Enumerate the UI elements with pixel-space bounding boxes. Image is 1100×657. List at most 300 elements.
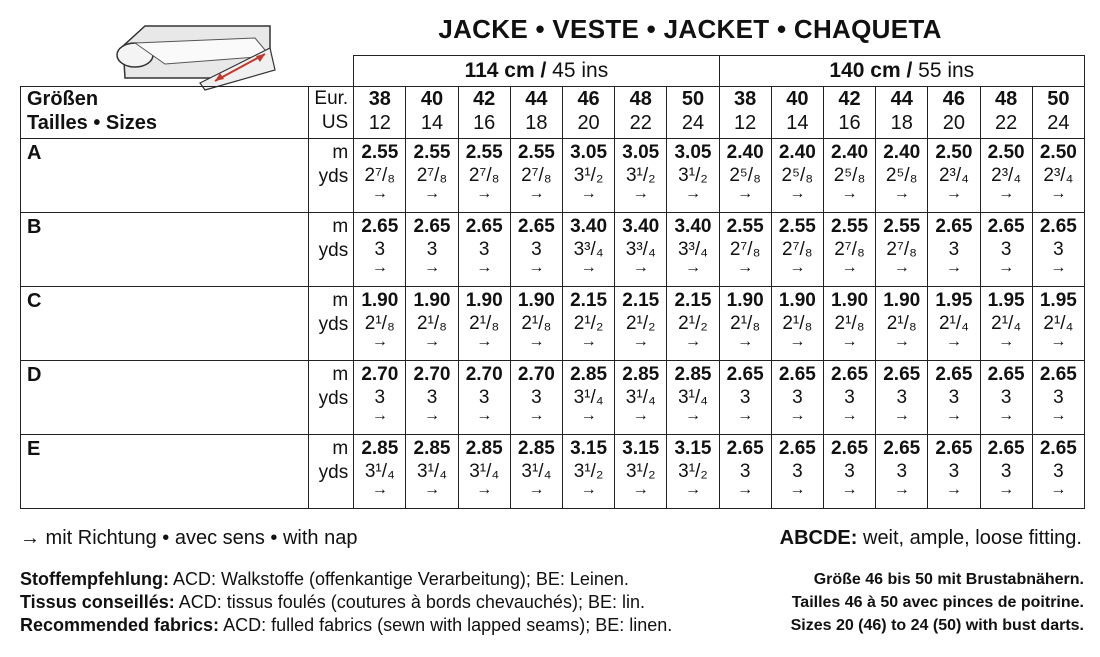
meters-value: 2.70 <box>361 364 399 385</box>
nap-arrow-icon: → <box>528 185 545 202</box>
yardage-cell <box>823 213 875 287</box>
meters-value: 1.95 <box>935 290 973 311</box>
size-header-cell <box>354 87 406 139</box>
yardage-cell <box>928 287 980 361</box>
meters-value: 2.55 <box>778 216 816 237</box>
view-label: A <box>21 139 309 213</box>
yards-value: 2¹/₈ <box>782 313 813 334</box>
nap-arrow-icon: → <box>528 481 545 498</box>
yards-value: 3 <box>739 387 751 408</box>
meters-value: 2.50 <box>1039 142 1077 163</box>
meters-value: 2.55 <box>831 216 869 237</box>
meters-value: 2.65 <box>726 438 764 459</box>
nap-arrow-icon: → <box>632 407 649 424</box>
yards-value: 3¹/₄ <box>417 461 447 482</box>
yards-value: 3 <box>844 461 855 482</box>
meters-value: 2.65 <box>883 364 921 385</box>
yards-value: 2¹/₈ <box>521 313 552 334</box>
meters-value: 2.55 <box>726 216 764 237</box>
yards-value: 3 <box>426 387 438 408</box>
meters-value: 2.65 <box>987 216 1025 237</box>
yards-value: 3³/₄ <box>573 239 604 260</box>
fabric-line-en: Recommended fabrics: ACD: fulled fabrics (sewn with lapped seams); BE: linen. <box>20 615 673 635</box>
nap-arrow-icon: → <box>632 259 649 276</box>
unit-labels <box>309 287 354 361</box>
yards-value: 2¹/₄ <box>1043 313 1074 334</box>
yardage-cell <box>876 435 928 509</box>
size-us: 20 <box>577 112 600 134</box>
yardage-cell <box>980 213 1032 287</box>
yards-value: 2¹/₈ <box>364 313 395 334</box>
yardage-cell <box>354 435 406 509</box>
yards-value: 3¹/₄ <box>625 387 656 408</box>
size-us: 12 <box>368 112 391 134</box>
size-eur: 44 <box>890 88 913 110</box>
yards-value: 3 <box>1053 239 1064 260</box>
unit-labels <box>309 213 354 287</box>
yardage-cell <box>823 287 875 361</box>
meters-value: 2.65 <box>831 364 869 385</box>
nap-arrow-icon: → <box>893 481 910 498</box>
yardage-cell <box>667 139 719 213</box>
meters-value: 2.55 <box>517 142 555 163</box>
yardage-cell <box>354 361 406 435</box>
view-row <box>21 435 1085 509</box>
size-header-cell <box>876 87 928 139</box>
nap-arrow-icon: → <box>684 407 701 424</box>
yards-value: 3 <box>792 461 803 482</box>
yardage-cell <box>667 287 719 361</box>
meters-value: 2.65 <box>1039 364 1077 385</box>
meters-value: 2.15 <box>622 290 660 311</box>
meters-value: 2.65 <box>935 364 973 385</box>
yards-value: 3¹/₂ <box>573 461 604 482</box>
nap-arrow-icon: → <box>841 259 858 276</box>
yards-value: 3 <box>1053 461 1064 482</box>
nap-arrow-icon: → <box>424 481 440 498</box>
yards-value: 3¹/₂ <box>678 461 708 482</box>
yards-value: 2⁵/₈ <box>885 165 918 186</box>
nap-arrow-icon: → <box>371 407 388 424</box>
yards-value: 3 <box>948 239 960 260</box>
size-header-cell <box>1032 87 1084 139</box>
fit-note: ABCDE: weit, ample, loose fitting. <box>779 527 1082 549</box>
size-us: 16 <box>473 112 496 134</box>
yards-value: 3¹/₂ <box>625 461 656 482</box>
nap-arrow-icon: → <box>945 185 962 202</box>
nap-arrow-icon: → <box>841 481 858 498</box>
yards-value: 3 <box>792 387 803 408</box>
view-label: E <box>21 435 309 509</box>
nap-arrow-icon: → <box>684 259 701 276</box>
yards-value: 3¹/₂ <box>573 165 604 186</box>
view-row <box>21 361 1085 435</box>
nap-arrow-icon: → <box>789 333 806 350</box>
meters-value: 2.85 <box>413 438 451 459</box>
yardage-cell <box>354 287 406 361</box>
width-114-header: 114 cm / 45 ins <box>354 56 719 87</box>
nap-arrow-icon: → <box>737 481 754 498</box>
nap-arrow-icon: → <box>424 259 440 276</box>
meters-value: 3.40 <box>674 216 712 237</box>
size-header-cell <box>719 87 771 139</box>
yardage-cell <box>719 361 771 435</box>
yards-value: 2⁷/₈ <box>416 165 448 186</box>
yards-value: 3 <box>948 461 960 482</box>
yards-value: 2⁵/₈ <box>781 165 814 186</box>
meters-value: 2.70 <box>517 364 555 385</box>
yardage-cell <box>928 213 980 287</box>
size-header-cell <box>928 87 980 139</box>
yardage-cell <box>458 213 510 287</box>
yards-value: 3 <box>1000 461 1012 482</box>
nap-arrow-icon: → <box>476 407 493 424</box>
meters-value: 2.65 <box>987 438 1025 459</box>
nap-arrow-icon: → <box>632 481 649 498</box>
yardage-cell <box>406 213 458 287</box>
yardage-cell <box>615 435 667 509</box>
nap-arrow-icon: → <box>998 407 1015 424</box>
yards-value: 2⁷/₈ <box>886 239 918 260</box>
nap-arrow-icon: → <box>945 333 962 350</box>
yardage-cell <box>980 287 1032 361</box>
view-label: B <box>21 213 309 287</box>
meters-value: 3.40 <box>570 216 608 237</box>
meters-value: 2.65 <box>883 438 921 459</box>
yardage-cell <box>406 287 458 361</box>
yards-value: 2³/₄ <box>1043 165 1074 186</box>
nap-arrow-icon: → <box>528 259 545 276</box>
size-us: 18 <box>890 112 913 134</box>
nap-arrow-icon: → <box>737 333 754 350</box>
nap-arrow-icon: → <box>684 333 701 350</box>
view-row <box>21 139 1085 213</box>
size-header-cell <box>823 87 875 139</box>
meters-value: 3.05 <box>674 142 712 163</box>
meters-value: 1.90 <box>465 290 503 311</box>
meters-value: 2.55 <box>465 142 503 163</box>
yards-value: 3³/₄ <box>625 239 656 260</box>
nap-arrow-icon: → <box>528 333 545 350</box>
meters-value: 1.90 <box>517 290 555 311</box>
size-us: 16 <box>838 112 861 134</box>
meters-value: 2.65 <box>413 216 451 237</box>
meters-value: 2.65 <box>1039 438 1077 459</box>
nap-legend: → mit Richtung • avec sens • with nap <box>20 527 358 549</box>
meters-value: 1.90 <box>883 290 921 311</box>
size-us: 14 <box>420 112 444 134</box>
size-header-cell <box>980 87 1032 139</box>
yards-value: 2¹/₂ <box>625 313 656 334</box>
yards-value: 2⁷/₈ <box>782 239 813 260</box>
size-header-cell <box>562 87 614 139</box>
fabric-recommendations <box>20 568 672 637</box>
meters-value: 2.40 <box>778 142 816 163</box>
meters-value: 2.50 <box>935 142 973 163</box>
size-us: 22 <box>994 112 1018 134</box>
nap-arrow-icon: → <box>632 185 649 202</box>
nap-arrow-icon: → <box>424 333 440 350</box>
meters-value: 3.05 <box>622 142 660 163</box>
nap-arrow-icon: → <box>841 333 858 350</box>
unit-m: m <box>332 142 349 163</box>
meters-value: 2.65 <box>517 216 555 237</box>
yards-value: 3 <box>844 387 855 408</box>
meters-value: 1.90 <box>361 290 399 311</box>
nap-arrow-icon: → <box>476 481 493 498</box>
nap-arrow-icon: → <box>945 407 962 424</box>
yardage-cell <box>406 361 458 435</box>
unit-labels <box>309 435 354 509</box>
yardage-cell <box>458 139 510 213</box>
yardage-cell <box>719 435 771 509</box>
yardage-cell <box>562 139 614 213</box>
nap-arrow-icon: → <box>580 185 597 202</box>
yardage-cell <box>719 139 771 213</box>
size-header-cell <box>406 87 458 139</box>
yardage-cell <box>510 213 562 287</box>
nap-arrow-icon: → <box>1050 259 1067 276</box>
size-header-cell <box>771 87 823 139</box>
fabric-line-fr: Tissus conseillés: ACD: tissus foulés (coutures à bords chevauchés); BE: lin. <box>20 592 645 612</box>
view-row <box>21 213 1085 287</box>
nap-arrow-icon: → <box>424 407 440 424</box>
yardage-cell <box>771 287 823 361</box>
size-us: 18 <box>525 112 548 134</box>
nap-arrow-icon: → <box>945 481 962 498</box>
meters-value: 2.55 <box>361 142 399 163</box>
meters-value: 2.50 <box>987 142 1025 163</box>
meters-value: 2.85 <box>570 364 608 385</box>
eur-us-label: Eur. US <box>309 87 354 139</box>
nap-arrow-icon: → <box>632 333 649 350</box>
width-140-header: 140 cm / 55 ins <box>719 56 1084 87</box>
yards-value: 2⁷/₈ <box>364 165 396 186</box>
yards-value: 3¹/₂ <box>625 165 656 186</box>
nap-arrow-icon: → <box>684 481 701 498</box>
yards-value: 2⁵/₈ <box>833 165 866 186</box>
size-eur: 40 <box>786 88 809 110</box>
meters-value: 2.65 <box>778 364 816 385</box>
yards-value: 2⁷/₈ <box>468 165 500 186</box>
nap-arrow-icon: → <box>1050 185 1067 202</box>
yards-value: 2¹/₄ <box>938 313 969 334</box>
nap-arrow-icon: → <box>998 481 1015 498</box>
nap-arrow-icon: → <box>789 481 806 498</box>
yardage-cell <box>615 287 667 361</box>
yardage-cell <box>406 139 458 213</box>
yardage-cell <box>1032 287 1084 361</box>
meters-value: 2.65 <box>726 364 764 385</box>
nap-arrow-icon: → <box>998 259 1015 276</box>
yards-value: 2¹/₂ <box>573 313 604 334</box>
nap-arrow-icon: → <box>476 259 493 276</box>
meters-value: 1.90 <box>726 290 764 311</box>
unit-yds: yds <box>318 166 349 187</box>
yardage-cell <box>458 435 510 509</box>
yardage-cell <box>510 139 562 213</box>
nap-arrow-icon: → <box>476 185 493 202</box>
nap-arrow-icon: → <box>841 185 858 202</box>
meters-value: 2.85 <box>674 364 712 385</box>
yardage-cell <box>876 287 928 361</box>
yardage-cell <box>510 287 562 361</box>
size-us: 20 <box>942 112 966 134</box>
size-us: 14 <box>786 112 809 134</box>
yards-value: 3 <box>896 387 908 408</box>
meters-value: 3.40 <box>622 216 660 237</box>
unit-m: m <box>332 438 349 459</box>
yardage-cell <box>876 139 928 213</box>
yardage-cell <box>667 213 719 287</box>
size-header-cell <box>667 87 719 139</box>
yards-value: 2⁷/₈ <box>729 239 761 260</box>
size-us: 12 <box>734 112 757 134</box>
yardage-cell <box>1032 361 1084 435</box>
nap-arrow-icon: → <box>371 259 388 276</box>
yardage-cell <box>562 435 614 509</box>
size-eur: 44 <box>525 88 548 110</box>
meters-value: 2.85 <box>517 438 555 459</box>
nap-arrow-icon: → <box>476 333 493 350</box>
yardage-cell <box>771 139 823 213</box>
yards-value: 3¹/₂ <box>678 165 708 186</box>
nap-arrow-icon: → <box>737 259 754 276</box>
yardage-cell <box>458 361 510 435</box>
size-header-cell <box>458 87 510 139</box>
yards-value: 3 <box>478 239 490 260</box>
yards-value: 3 <box>1000 387 1012 408</box>
meters-value: 2.55 <box>413 142 451 163</box>
nap-arrow-icon: → <box>371 185 388 202</box>
yards-value: 3 <box>896 461 908 482</box>
meters-value: 3.15 <box>622 438 660 459</box>
unit-yds: yds <box>318 462 349 483</box>
size-eur: 38 <box>368 88 391 110</box>
meters-value: 1.90 <box>831 290 869 311</box>
size-us: 22 <box>629 112 652 134</box>
nap-arrow-icon: → <box>580 407 597 424</box>
unit-m: m <box>332 364 349 385</box>
yardage-cell <box>823 361 875 435</box>
unit-yds: yds <box>318 388 349 409</box>
yards-value: 3¹/₄ <box>469 461 500 482</box>
yards-value: 3¹/₄ <box>364 461 395 482</box>
size-eur: 50 <box>681 88 705 110</box>
meters-value: 2.40 <box>883 142 921 163</box>
page-title: JACKE • VESTE • JACKET • CHAQUETA <box>438 14 942 44</box>
yardage-cell <box>615 139 667 213</box>
yards-value: 2¹/₈ <box>730 313 761 334</box>
meters-value: 2.65 <box>1039 216 1077 237</box>
unit-m: m <box>332 216 349 237</box>
meters-value: 2.65 <box>935 216 973 237</box>
yardage-cell <box>980 139 1032 213</box>
yardage-cell <box>823 435 875 509</box>
yards-value: 3 <box>374 239 386 260</box>
unit-m: m <box>332 290 349 311</box>
yardage-cell <box>928 361 980 435</box>
size-header-cell <box>615 87 667 139</box>
nap-arrow-icon: → <box>893 333 910 350</box>
size-eur: 38 <box>734 88 757 110</box>
yards-value: 3¹/₄ <box>521 461 552 482</box>
meters-value: 2.15 <box>674 290 712 311</box>
nap-arrow-icon: → <box>893 185 910 202</box>
nap-arrow-icon: → <box>371 333 388 350</box>
yardage-cell <box>510 361 562 435</box>
yards-value: 3 <box>1053 387 1064 408</box>
unit-yds: yds <box>318 314 349 335</box>
yards-value: 3¹/₄ <box>573 387 604 408</box>
nap-arrow-icon: → <box>371 481 388 498</box>
meters-value: 2.85 <box>361 438 399 459</box>
meters-value: 3.05 <box>570 142 608 163</box>
yardage-table <box>20 55 1085 509</box>
yardage-cell <box>615 361 667 435</box>
yardage-cell <box>719 287 771 361</box>
yards-value: 2¹/₈ <box>886 313 917 334</box>
nap-arrow-icon: → <box>893 407 910 424</box>
yards-value: 3 <box>531 387 542 408</box>
size-eur: 46 <box>942 88 966 110</box>
yards-value: 2¹/₈ <box>834 313 865 334</box>
yardage-cell <box>876 213 928 287</box>
size-eur: 48 <box>994 88 1018 110</box>
nap-arrow-icon: → <box>424 185 440 202</box>
yardage-cell <box>667 435 719 509</box>
yardage-cell <box>667 361 719 435</box>
nap-arrow-icon: → <box>789 407 806 424</box>
sizes-label: Größen Tailles • Sizes <box>21 87 309 139</box>
unit-yds: yds <box>318 240 349 261</box>
yards-value: 2¹/₈ <box>416 313 448 334</box>
size-eur: 50 <box>1047 88 1070 110</box>
meters-value: 2.55 <box>883 216 921 237</box>
nap-arrow-icon: → <box>998 333 1015 350</box>
size-header-cell <box>510 87 562 139</box>
nap-arrow-icon: → <box>945 259 962 276</box>
yards-value: 3 <box>426 239 438 260</box>
yardage-cell <box>928 139 980 213</box>
fabric-line-de: Stoffempfehlung: ACD: Walkstoffe (offenkantige Verarbeitung); BE: Leinen. <box>20 569 629 589</box>
size-eur: 48 <box>629 88 652 110</box>
bust-darts-note: Größe 46 bis 50 mit Brustabnähern. Tailles 46 à 50 avec pinces de poitrine. Sizes 20 (46) to 24 (50) with bust darts. <box>790 571 1084 634</box>
nap-arrow-icon: → <box>737 185 754 202</box>
yardage-cell <box>406 435 458 509</box>
yards-value: 3 <box>531 239 542 260</box>
yards-value: 2¹/₂ <box>678 313 708 334</box>
size-us: 24 <box>1047 112 1070 134</box>
yardage-cell <box>1032 213 1084 287</box>
nap-arrow-icon: → <box>580 333 597 350</box>
yardage-cell <box>823 139 875 213</box>
yards-value: 3 <box>1000 239 1012 260</box>
nap-arrow-icon: → <box>580 481 597 498</box>
yardage-cell <box>771 435 823 509</box>
yards-value: 3 <box>374 387 386 408</box>
yardage-cell <box>771 213 823 287</box>
view-label: C <box>21 287 309 361</box>
yards-value: 2¹/₈ <box>469 313 500 334</box>
nap-arrow-icon: → <box>893 259 910 276</box>
yardage-cell <box>771 361 823 435</box>
yardage-cell <box>928 435 980 509</box>
meters-value: 2.15 <box>570 290 608 311</box>
yards-value: 2⁷/₈ <box>834 239 865 260</box>
yardage-cell <box>615 213 667 287</box>
size-eur: 42 <box>838 88 861 110</box>
